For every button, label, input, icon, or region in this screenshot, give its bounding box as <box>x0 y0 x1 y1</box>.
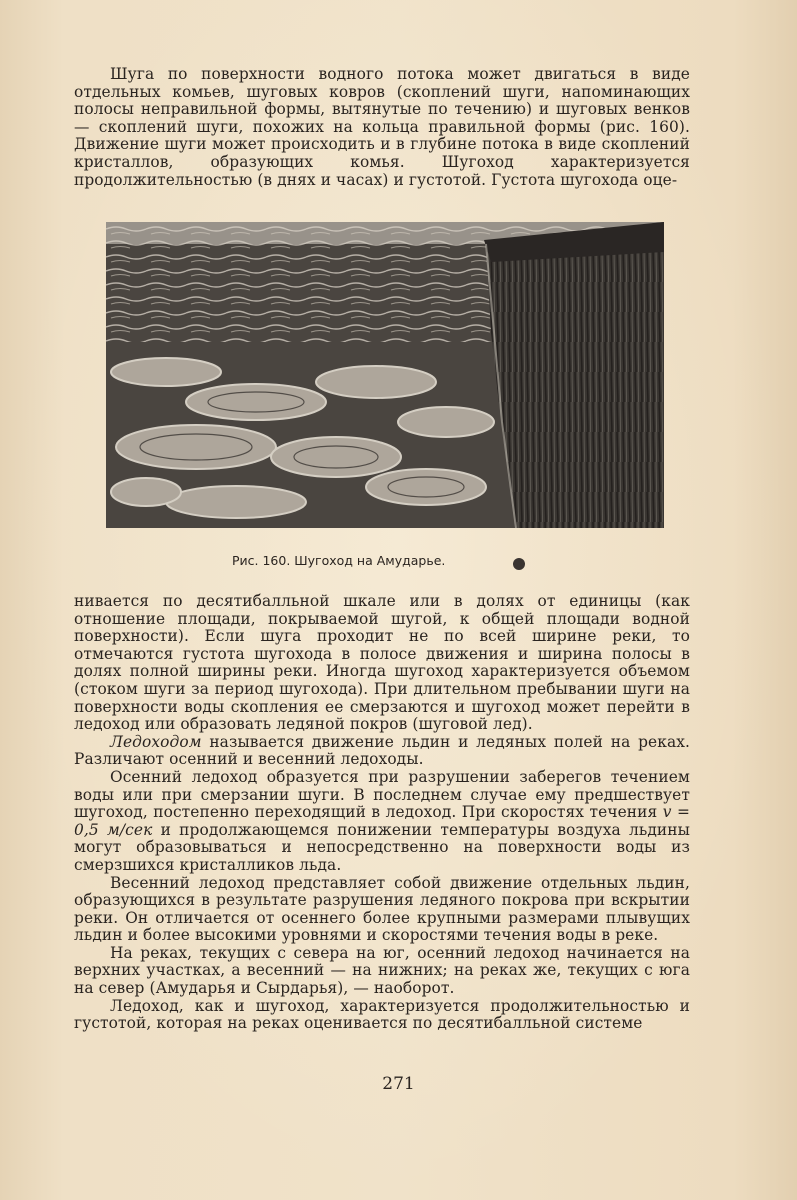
paragraph-density-continued: нивается по десятибалльной шкале или в долях от единицы (как отношение площади, покрываемой шугой, к общей площади водной поверхности). Если шуга проходит не по всей ширине реки, то отмечаются густота шугохода в полосе движения и ширина полосы в долях полной ширины реки. Иногда шугоход характеризуется объемом (стоком шуги за период шугохода). При длительном пребывании шуги на поверхности воды скопления ее смерзаются и шугоход может перейти в ледоход или образовать ледяной покров (шуговой лед). <box>74 592 690 734</box>
autumn-text-a: Осенний ледоход образуется при разрушении заберегов течением воды или при смерзании шуги. В последнем случае ему предшествует шугоход, постепенно переходящий в ледоход. При скоростях течения <box>74 767 690 822</box>
top-text-block <box>74 66 690 189</box>
autumn-text-b: и продолжающемся понижении температуры воздуха льдины могут образовываться и непосредственно на поверхности воды из смерзшихся кристалликов льда. <box>74 820 690 874</box>
paragraph-autumn-ice-drift <box>74 769 690 875</box>
figure-caption: Рис. 160. Шугоход на Амударье. <box>232 553 446 568</box>
figure-160-photo <box>106 222 664 528</box>
paragraph-ice-drift-density: Ледоход, как и шугоход, характеризуется продолжительностью и густотой, которая на реках оценивается по десятибалльной системе <box>74 996 690 1033</box>
ice-floe-photo-illustration <box>106 222 664 528</box>
velocity-formula: v = 0,5 м/сек <box>74 803 690 839</box>
paragraph-river-direction: На реках, текущих с севера на юг, осенний ледоход начинается на верхних участках, а весенний — на нижних; на реках же, текущих с юга на север (Амударья и Сырдарья), — наоборот. <box>74 943 690 998</box>
term-ice-drift: Ледоходом <box>110 732 202 751</box>
bottom-text-block <box>74 593 690 1033</box>
paragraph-ice-drift-definition <box>74 734 690 769</box>
paragraph-spring-ice-drift: Весенний ледоход представляет собой движение отдельных льдин, образующихся в результате разрушения ледяного покрова при вскрытии реки. Он отличается от осеннего более крупными размерами плывущих льдин и более высокими уровнями и скоростями течения воды в реке. <box>74 873 690 945</box>
page-number: 271 <box>382 1074 415 1094</box>
ink-spot <box>513 558 525 570</box>
definition-text: называется движение льдин и ледяных полей на реках. Различают осенний и весенний ледоходы. <box>74 732 690 769</box>
paragraph-shuga-movement: Шуга по поверхности водного потока может двигаться в виде отдельных комьев, шуговых ковров (скоплений шуги, напоминающих полосы неправильной формы, вытянутые по течению) и шуговых венков — скоплений шуги, похожих на кольца правильной формы (рис. 160). Движение шуги может происходить и в глубине потока в виде скоплений кристаллов, образующих комья. Шугоход характеризуется продолжительностью (в днях и часах) и густотой. Густота шугохода оце- <box>74 65 690 189</box>
